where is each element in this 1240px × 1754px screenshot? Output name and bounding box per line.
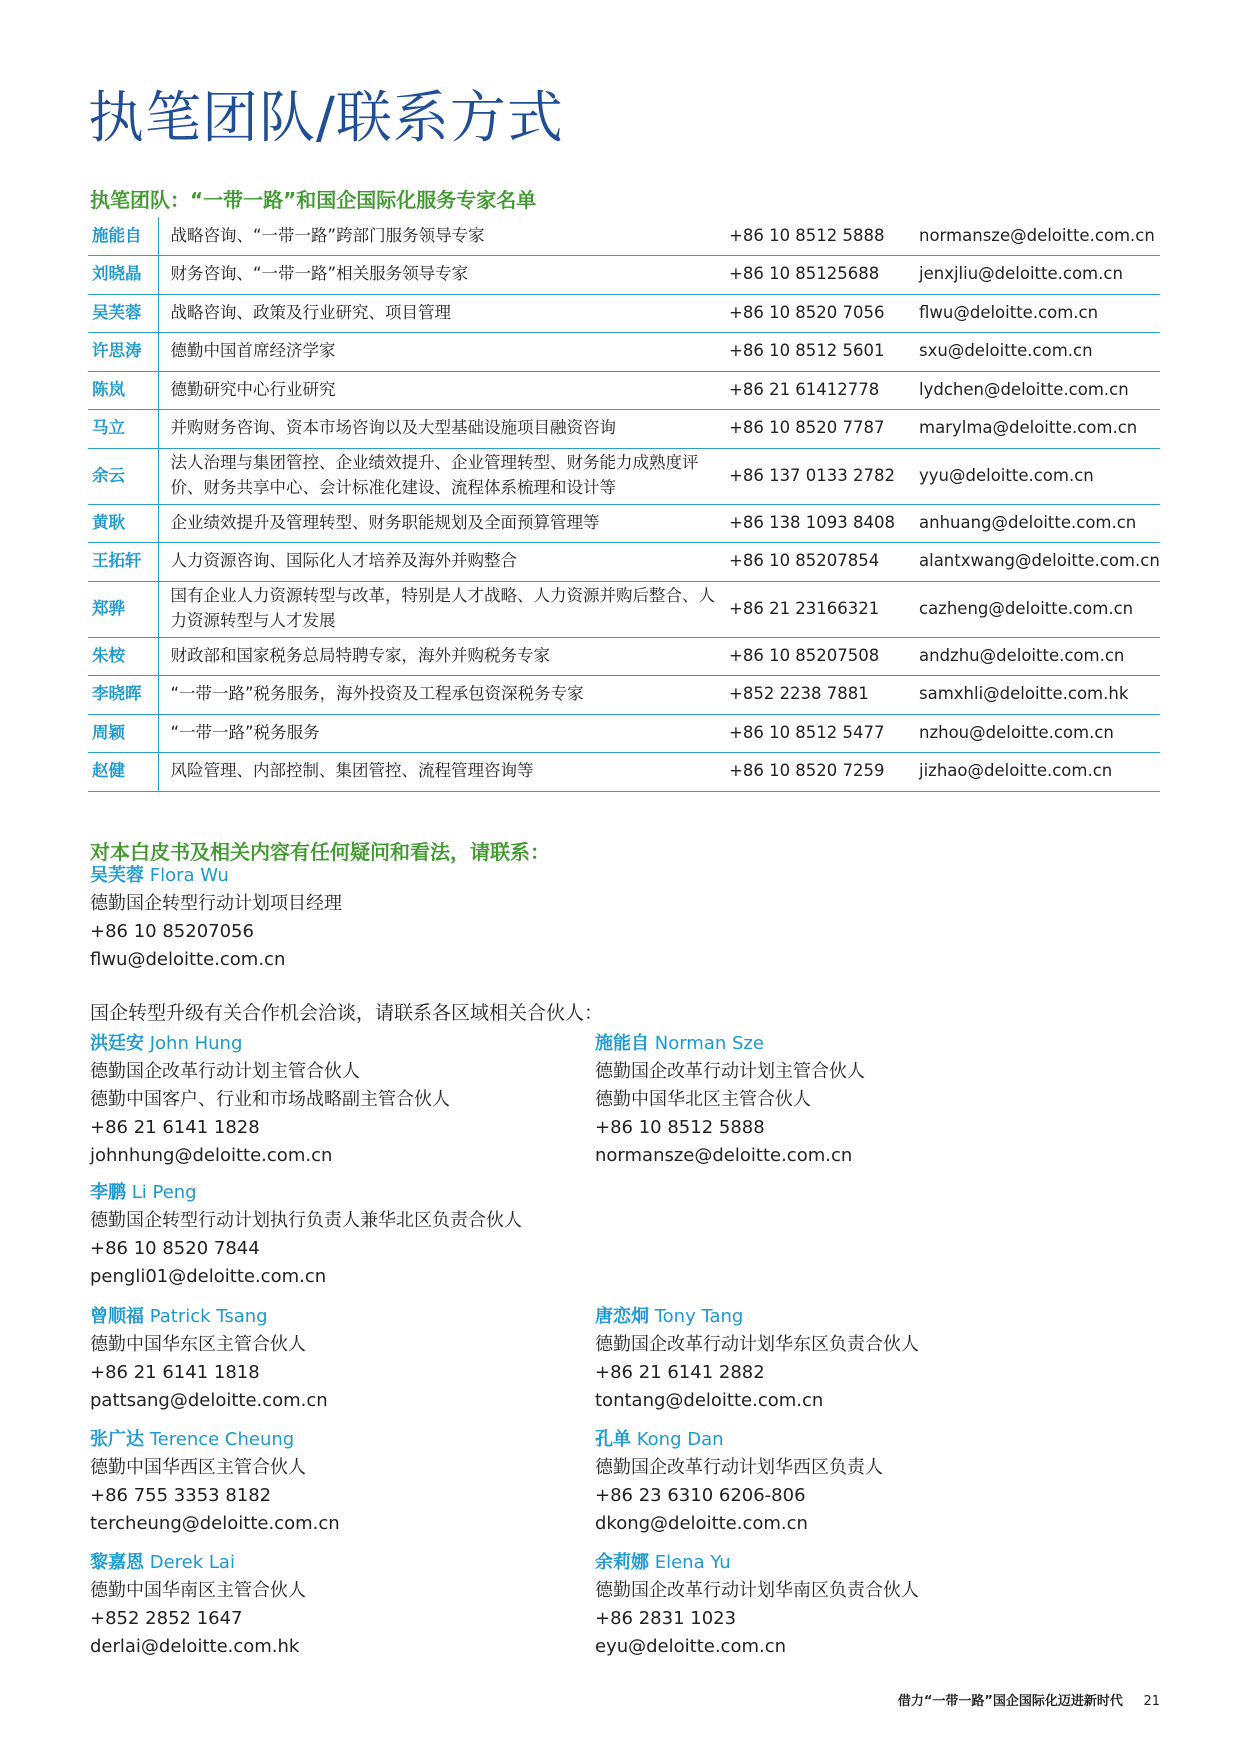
expert-expertise: 财务咨询、“一带一路”相关服务领导专家 — [158, 256, 723, 295]
contact-title: 德勤国企转型行动计划项目经理 — [90, 893, 342, 914]
partner-contact — [595, 1030, 865, 1170]
partner-title: 德勤中国客户、行业和市场战略副主管合伙人 — [90, 1089, 450, 1110]
partner-contact — [90, 1426, 340, 1538]
page-footer — [898, 1690, 1160, 1709]
inquiry-heading: 对本白皮书及相关内容有任何疑问和看法，请联系： — [90, 840, 550, 864]
partner-title: 德勤国企改革行动计划主管合伙人 — [595, 1061, 865, 1082]
partner-title: 德勤国企改革行动计划华东区负责合伙人 — [595, 1334, 919, 1355]
partner-name — [90, 1549, 306, 1577]
expert-phone: +86 10 8512 5601 — [723, 333, 913, 372]
partner-name-en: Terence Cheung — [149, 1429, 295, 1450]
expert-name: 吴芙蓉 — [88, 294, 158, 333]
expert-phone: +86 10 85125688 — [723, 256, 913, 295]
expert-email[interactable]: alantxwang@deloitte.com.cn — [913, 543, 1160, 582]
partner-name-cn: 曾顺福 — [90, 1306, 144, 1327]
expert-expertise: 财政部和国家税务总局特聘专家，海外并购税务专家 — [158, 637, 723, 676]
expert-email[interactable]: flwu@deloitte.com.cn — [913, 294, 1160, 333]
partner-phone: +86 23 6310 6206-806 — [595, 1485, 806, 1506]
partner-name-en: Patrick Tsang — [149, 1306, 268, 1327]
partner-name — [595, 1549, 919, 1577]
partner-name — [90, 1030, 450, 1058]
partner-contact — [90, 1030, 450, 1170]
expert-phone: +86 21 61412778 — [723, 371, 913, 410]
partner-name-cn: 李鹏 — [90, 1182, 126, 1203]
partner-email[interactable]: normansze@deloitte.com.cn — [595, 1145, 853, 1166]
expert-email[interactable]: normansze@deloitte.com.cn — [913, 217, 1160, 256]
contact-name — [90, 862, 342, 890]
partner-name-cn: 施能自 — [595, 1033, 649, 1054]
table-row — [88, 217, 1160, 256]
contact-name-cn: 吴芙蓉 — [90, 865, 144, 886]
partner-name-cn: 黎嘉恩 — [90, 1552, 144, 1573]
expert-email[interactable]: yyu@deloitte.com.cn — [913, 448, 1160, 504]
partner-phone: +86 21 6141 1828 — [90, 1117, 260, 1138]
footer-text: 借力“一带一路”国企国际化迈进新时代 — [897, 1694, 1123, 1709]
table-row — [88, 294, 1160, 333]
partner-contact — [90, 1303, 328, 1415]
partner-name-cn: 洪廷安 — [90, 1033, 144, 1054]
expert-phone: +86 10 8512 5888 — [723, 217, 913, 256]
partner-title: 德勤中国华北区主管合伙人 — [595, 1089, 811, 1110]
partner-name — [595, 1030, 865, 1058]
expert-email[interactable]: sxu@deloitte.com.cn — [913, 333, 1160, 372]
partner-contact — [90, 1549, 306, 1661]
partner-name-en: Derek Lai — [149, 1552, 235, 1573]
table-row — [88, 637, 1160, 676]
partner-name — [90, 1179, 522, 1207]
expert-name: 刘晓晶 — [88, 256, 158, 295]
expert-expertise: “一带一路”税务服务，海外投资及工程承包资深税务专家 — [158, 676, 723, 715]
partner-email[interactable]: johnhung@deloitte.com.cn — [90, 1145, 333, 1166]
partner-title: 德勤国企改革行动计划华西区负责人 — [595, 1457, 883, 1478]
partner-name-cn: 唐恋炯 — [595, 1306, 649, 1327]
table-row — [88, 448, 1160, 504]
table-row — [88, 410, 1160, 449]
expert-expertise: 战略咨询、“一带一路”跨部门服务领导专家 — [158, 217, 723, 256]
partner-name-en: Norman Sze — [654, 1033, 764, 1054]
partner-title: 德勤中国华东区主管合伙人 — [90, 1334, 306, 1355]
expert-phone: +86 10 8520 7259 — [723, 753, 913, 792]
page-title: 执笔团队/联系方式 — [88, 86, 564, 151]
partner-email[interactable]: pengli01@deloitte.com.cn — [90, 1266, 327, 1287]
partner-phone: +86 21 6141 2882 — [595, 1362, 765, 1383]
expert-name: 黄耿 — [88, 504, 158, 543]
contact-name-en: Flora Wu — [149, 865, 229, 886]
expert-phone: +86 138 1093 8408 — [723, 504, 913, 543]
expert-email[interactable]: samxhli@deloitte.com.hk — [913, 676, 1160, 715]
expert-phone: +86 10 85207508 — [723, 637, 913, 676]
partner-contact — [595, 1303, 919, 1415]
expert-name: 施能自 — [88, 217, 158, 256]
expert-name: 李晓晖 — [88, 676, 158, 715]
page-number: 21 — [1143, 1694, 1160, 1709]
expert-expertise: 德勤研究中心行业研究 — [158, 371, 723, 410]
partner-contact — [90, 1179, 522, 1291]
expert-name: 王拓轩 — [88, 543, 158, 582]
expert-expertise: 法人治理与集团管控、企业绩效提升、企业管理转型、财务能力成熟度评价、财务共享中心、会计标准化建设、流程体系梳理和设计等 — [158, 448, 723, 504]
contact-phone: +86 10 85207056 — [90, 921, 254, 942]
partner-phone: +86 10 8512 5888 — [595, 1117, 765, 1138]
expert-expertise: 风险管理、内部控制、集团管控、流程管理咨询等 — [158, 753, 723, 792]
expert-name: 余云 — [88, 448, 158, 504]
table-row — [88, 714, 1160, 753]
partner-email[interactable]: pattsang@deloitte.com.cn — [90, 1390, 328, 1411]
team-heading: 执笔团队：“一带一路”和国企国际化服务专家名单 — [90, 188, 537, 212]
expert-expertise: 国有企业人力资源转型与改革，特别是人才战略、人力资源并购后整合、人力资源转型与人才发展 — [158, 581, 723, 637]
expert-expertise: 企业绩效提升及管理转型、财务职能规划及全面预算管理等 — [158, 504, 723, 543]
expert-email[interactable]: andzhu@deloitte.com.cn — [913, 637, 1160, 676]
partner-contact — [595, 1549, 919, 1661]
expert-email[interactable]: marylma@deloitte.com.cn — [913, 410, 1160, 449]
partner-phone: +86 10 8520 7844 — [90, 1238, 260, 1259]
expert-name: 马立 — [88, 410, 158, 449]
partner-title: 德勤国企改革行动计划华南区负责合伙人 — [595, 1580, 919, 1601]
table-row — [88, 581, 1160, 637]
table-row — [88, 371, 1160, 410]
partner-name — [595, 1426, 883, 1454]
expert-expertise: 战略咨询、政策及行业研究、项目管理 — [158, 294, 723, 333]
expert-name: 郑骅 — [88, 581, 158, 637]
partner-name-cn: 孔单 — [595, 1429, 631, 1450]
partner-contact — [595, 1426, 883, 1538]
partner-phone: +86 21 6141 1818 — [90, 1362, 260, 1383]
expert-email[interactable]: lydchen@deloitte.com.cn — [913, 371, 1160, 410]
expert-phone: +852 2238 7881 — [723, 676, 913, 715]
partner-name — [90, 1303, 328, 1331]
expert-phone: +86 21 23166321 — [723, 581, 913, 637]
expert-name: 朱桉 — [88, 637, 158, 676]
partner-phone: +86 755 3353 8182 — [90, 1485, 272, 1506]
expert-email[interactable]: nzhou@deloitte.com.cn — [913, 714, 1160, 753]
expert-name: 周颖 — [88, 714, 158, 753]
partner-name-cn: 张广达 — [90, 1429, 144, 1450]
table-row — [88, 543, 1160, 582]
partner-name-en: Kong Dan — [636, 1429, 724, 1450]
table-row — [88, 676, 1160, 715]
table-row — [88, 256, 1160, 295]
partner-title: 德勤中国华南区主管合伙人 — [90, 1580, 306, 1601]
expert-name: 赵健 — [88, 753, 158, 792]
partner-name — [90, 1426, 340, 1454]
expert-phone: +86 10 8512 5477 — [723, 714, 913, 753]
primary-contact — [90, 862, 342, 974]
expert-name: 许思涛 — [88, 333, 158, 372]
partner-name-en: John Hung — [149, 1033, 243, 1054]
partner-email[interactable]: tercheung@deloitte.com.cn — [90, 1513, 340, 1534]
expert-email[interactable]: jizhao@deloitte.com.cn — [913, 753, 1160, 792]
table-row — [88, 504, 1160, 543]
partner-email[interactable]: dkong@deloitte.com.cn — [595, 1513, 808, 1534]
partners-intro: 国企转型升级有关合作机会洽谈，请联系各区域相关合伙人： — [90, 1002, 604, 1024]
expert-expertise: “一带一路”税务服务 — [158, 714, 723, 753]
partner-name-en: Li Peng — [131, 1182, 197, 1203]
expert-email[interactable]: jenxjliu@deloitte.com.cn — [913, 256, 1160, 295]
partner-phone: +852 2852 1647 — [90, 1608, 243, 1629]
partner-name-cn: 余莉娜 — [595, 1552, 649, 1573]
team-table — [88, 217, 1160, 792]
expert-expertise: 德勤中国首席经济学家 — [158, 333, 723, 372]
expert-email[interactable]: anhuang@deloitte.com.cn — [913, 504, 1160, 543]
expert-phone: +86 137 0133 2782 — [723, 448, 913, 504]
contact-email[interactable]: flwu@deloitte.com.cn — [90, 949, 286, 970]
partner-name — [595, 1303, 919, 1331]
expert-expertise: 人力资源咨询、国际化人才培养及海外并购整合 — [158, 543, 723, 582]
partner-email[interactable]: tontang@deloitte.com.cn — [595, 1390, 824, 1411]
expert-phone: +86 10 85207854 — [723, 543, 913, 582]
partner-title: 德勤中国华西区主管合伙人 — [90, 1457, 306, 1478]
partner-email[interactable]: eyu@deloitte.com.cn — [595, 1636, 787, 1657]
table-row — [88, 333, 1160, 372]
partner-phone: +86 2831 1023 — [595, 1608, 737, 1629]
partner-email[interactable]: derlai@deloitte.com.hk — [90, 1636, 300, 1657]
expert-name: 陈岚 — [88, 371, 158, 410]
expert-phone: +86 10 8520 7056 — [723, 294, 913, 333]
partner-title: 德勤国企改革行动计划主管合伙人 — [90, 1061, 360, 1082]
expert-email[interactable]: cazheng@deloitte.com.cn — [913, 581, 1160, 637]
expert-expertise: 并购财务咨询、资本市场咨询以及大型基础设施项目融资咨询 — [158, 410, 723, 449]
table-row — [88, 753, 1160, 792]
partner-name-en: Tony Tang — [654, 1306, 744, 1327]
partner-name-en: Elena Yu — [654, 1552, 731, 1573]
partner-title: 德勤国企转型行动计划执行负责人兼华北区负责合伙人 — [90, 1210, 522, 1231]
expert-phone: +86 10 8520 7787 — [723, 410, 913, 449]
